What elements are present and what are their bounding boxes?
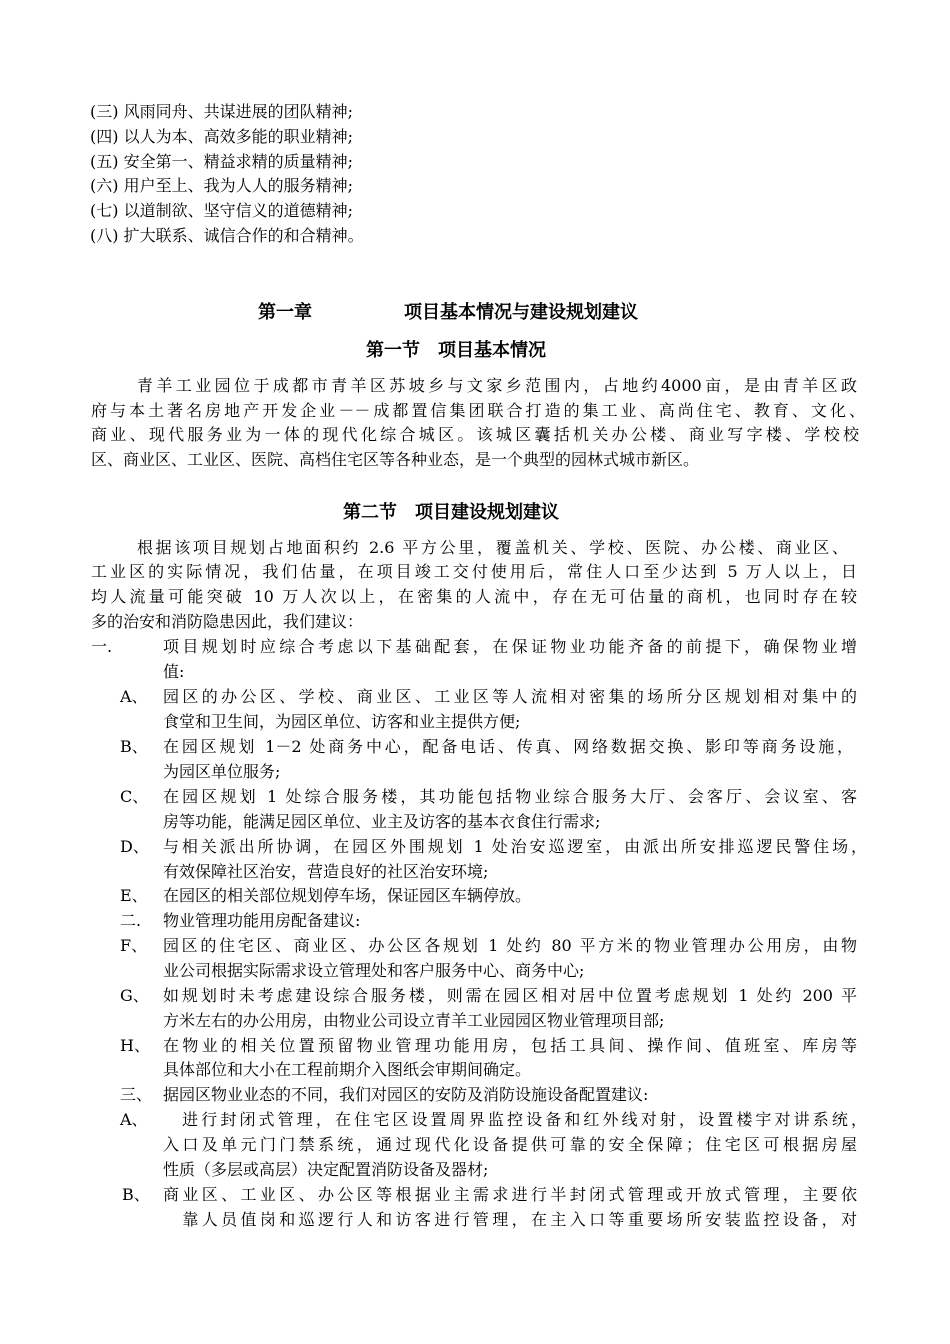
item-line: 在园区规划 1 处综合服务楼，其功能包括物业综合服务大厅、会客厅、会议室、客 (163, 787, 857, 806)
item-line: 房等功能，能满足园区单位、业主及访客的基本衣食住行需求; (163, 812, 601, 831)
item-line: 入口及单元门门禁系统，通过现代化设备提供可靠的安全保障；住宅区可根据房屋 (163, 1135, 857, 1154)
item-marker: B、 (120, 737, 148, 756)
paragraph-line: 均人流量可能突破 10 万人次以上，在密集的人流中，存在无可估量的商机，也同时存在较 (91, 587, 857, 606)
item-line: 据园区物业业态的不同，我们对园区的安防及消防设施设备配置建议: (163, 1085, 649, 1104)
item-line: 商业区、工业区、办公区等根据业主需求进行半封闭式管理或开放式管理，主要依 (163, 1185, 857, 1204)
spirit-item: (三) 风雨同舟、共谋进展的团队精神; (90, 102, 353, 121)
spirit-item: (七) 以道制欲、坚守信义的道德精神; (90, 201, 353, 220)
item-marker: 三、 (120, 1085, 153, 1104)
item-marker: D、 (120, 837, 149, 856)
spirit-item: (八) 扩大联系、诚信合作的和合精神。 (90, 226, 364, 245)
section-2-title: 第二节 项目建设规划建议 (343, 502, 559, 523)
item-line: 物业管理功能用房配备建议: (163, 911, 361, 930)
paragraph-line: 区、商业区、工业区、医院、高档住宅区等各种业态，是一个典型的园林式城市新区。 (91, 450, 700, 469)
spirit-item: (六) 用户至上、我为人人的服务精神; (90, 176, 353, 195)
item-marker: C、 (120, 787, 149, 806)
item-marker: B、 (122, 1185, 150, 1204)
item-line: 食堂和卫生间，为园区单位、访客和业主提供方便; (163, 712, 521, 731)
paragraph-line: 工业区的实际情况，我们估量，在项目竣工交付使用后，常住人口至少达到 5 万人以上，日 (91, 562, 857, 581)
item-marker: 二. (120, 911, 142, 930)
chapter-label: 第一章 (258, 302, 312, 323)
item-marker: H、 (120, 1036, 150, 1055)
item-marker: A、 (120, 687, 148, 706)
item-line: 具体部位和大小在工程前期介入图纸会审期间确定。 (163, 1060, 532, 1079)
paragraph-line: 多的治安和消防隐患因此，我们建议： (91, 612, 364, 631)
item-line: 园区的办公区、学校、商业区、工业区等人流相对密集的场所分区规划相对集中的 (163, 687, 857, 706)
item-line: 如规划时未考虑建设综合服务楼，则需在园区相对居中位置考虑规划 1 处约 200 平 (163, 986, 857, 1005)
paragraph-line: 府与本土著名房地产开发企业－－成都置信集团联合打造的集工业、高尚住宅、教育、文化、 (91, 401, 865, 420)
item-line: 有效保障社区治安，营造良好的社区治安环境; (163, 862, 489, 881)
item-line: 业公司根据实际需求设立管理处和客户服务中心、商务中心; (163, 961, 585, 980)
paragraph-line: 青羊工业园位于成都市青羊区苏坡乡与文家乡范围内，占地约4000亩，是由青羊区政 (137, 376, 857, 395)
item-marker: A、 (120, 1110, 148, 1129)
item-line: 方米左右的办公用房，由物业公司设立青羊工业园园区物业管理项目部; (163, 1011, 665, 1030)
item-line: 进行封闭式管理，在住宅区设置周界监控设备和红外线对射，设置楼宇对讲系统， (163, 1110, 867, 1129)
spirit-item: (五) 安全第一、精益求精的质量精神; (90, 152, 353, 171)
item-marker: F、 (120, 936, 148, 955)
section-1-title: 第一节 项目基本情况 (366, 340, 546, 361)
item-line: 园区的住宅区、商业区、办公区各规划 1 处约 80 平方米的物业管理办公用房，由物 (163, 936, 857, 955)
item-line: 性质（多层或高层）决定配置消防设备及器材; (163, 1160, 489, 1179)
item-marker: G、 (120, 986, 149, 1005)
paragraph-line: 根据该项目规划占地面积约 2.6 平方公里，覆盖机关、学校、医院、办公楼、商业区、 (137, 538, 848, 557)
item-line: 靠人员值岗和巡逻行人和访客进行管理，在主入口等重要场所安装监控设备，对 (163, 1210, 857, 1229)
item-line: 值: (163, 662, 185, 681)
item-marker: 一. (91, 637, 113, 656)
paragraph-line: 商业、现代服务业为一体的现代化综合城区。该城区囊括机关办公楼、商业写字楼、学校校 (91, 425, 859, 444)
item-line: 在园区的相关部位规划停车场，保证园区车辆停放。 (163, 886, 532, 905)
item-line: 在园区规划 1－2 处商务中心，配备电话、传真、网络数据交换、影印等商务设施， (163, 737, 853, 756)
item-line: 为园区单位服务; (163, 762, 281, 781)
item-line: 与相关派出所协调，在园区外围规划 1 处治安巡逻室，由派出所安排巡逻民警住场， (163, 837, 867, 856)
item-line: 在物业的相关位置预留物业管理功能用房，包括工具间、操作间、值班室、库房等 (163, 1036, 857, 1055)
item-marker: E、 (120, 886, 148, 905)
item-line: 项目规划时应综合考虑以下基础配套，在保证物业功能齐备的前提下，确保物业增 (163, 637, 857, 656)
spirit-item: (四) 以人为本、高效多能的职业精神; (90, 127, 353, 146)
chapter-title: 项目基本情况与建设规划建议 (404, 302, 638, 323)
